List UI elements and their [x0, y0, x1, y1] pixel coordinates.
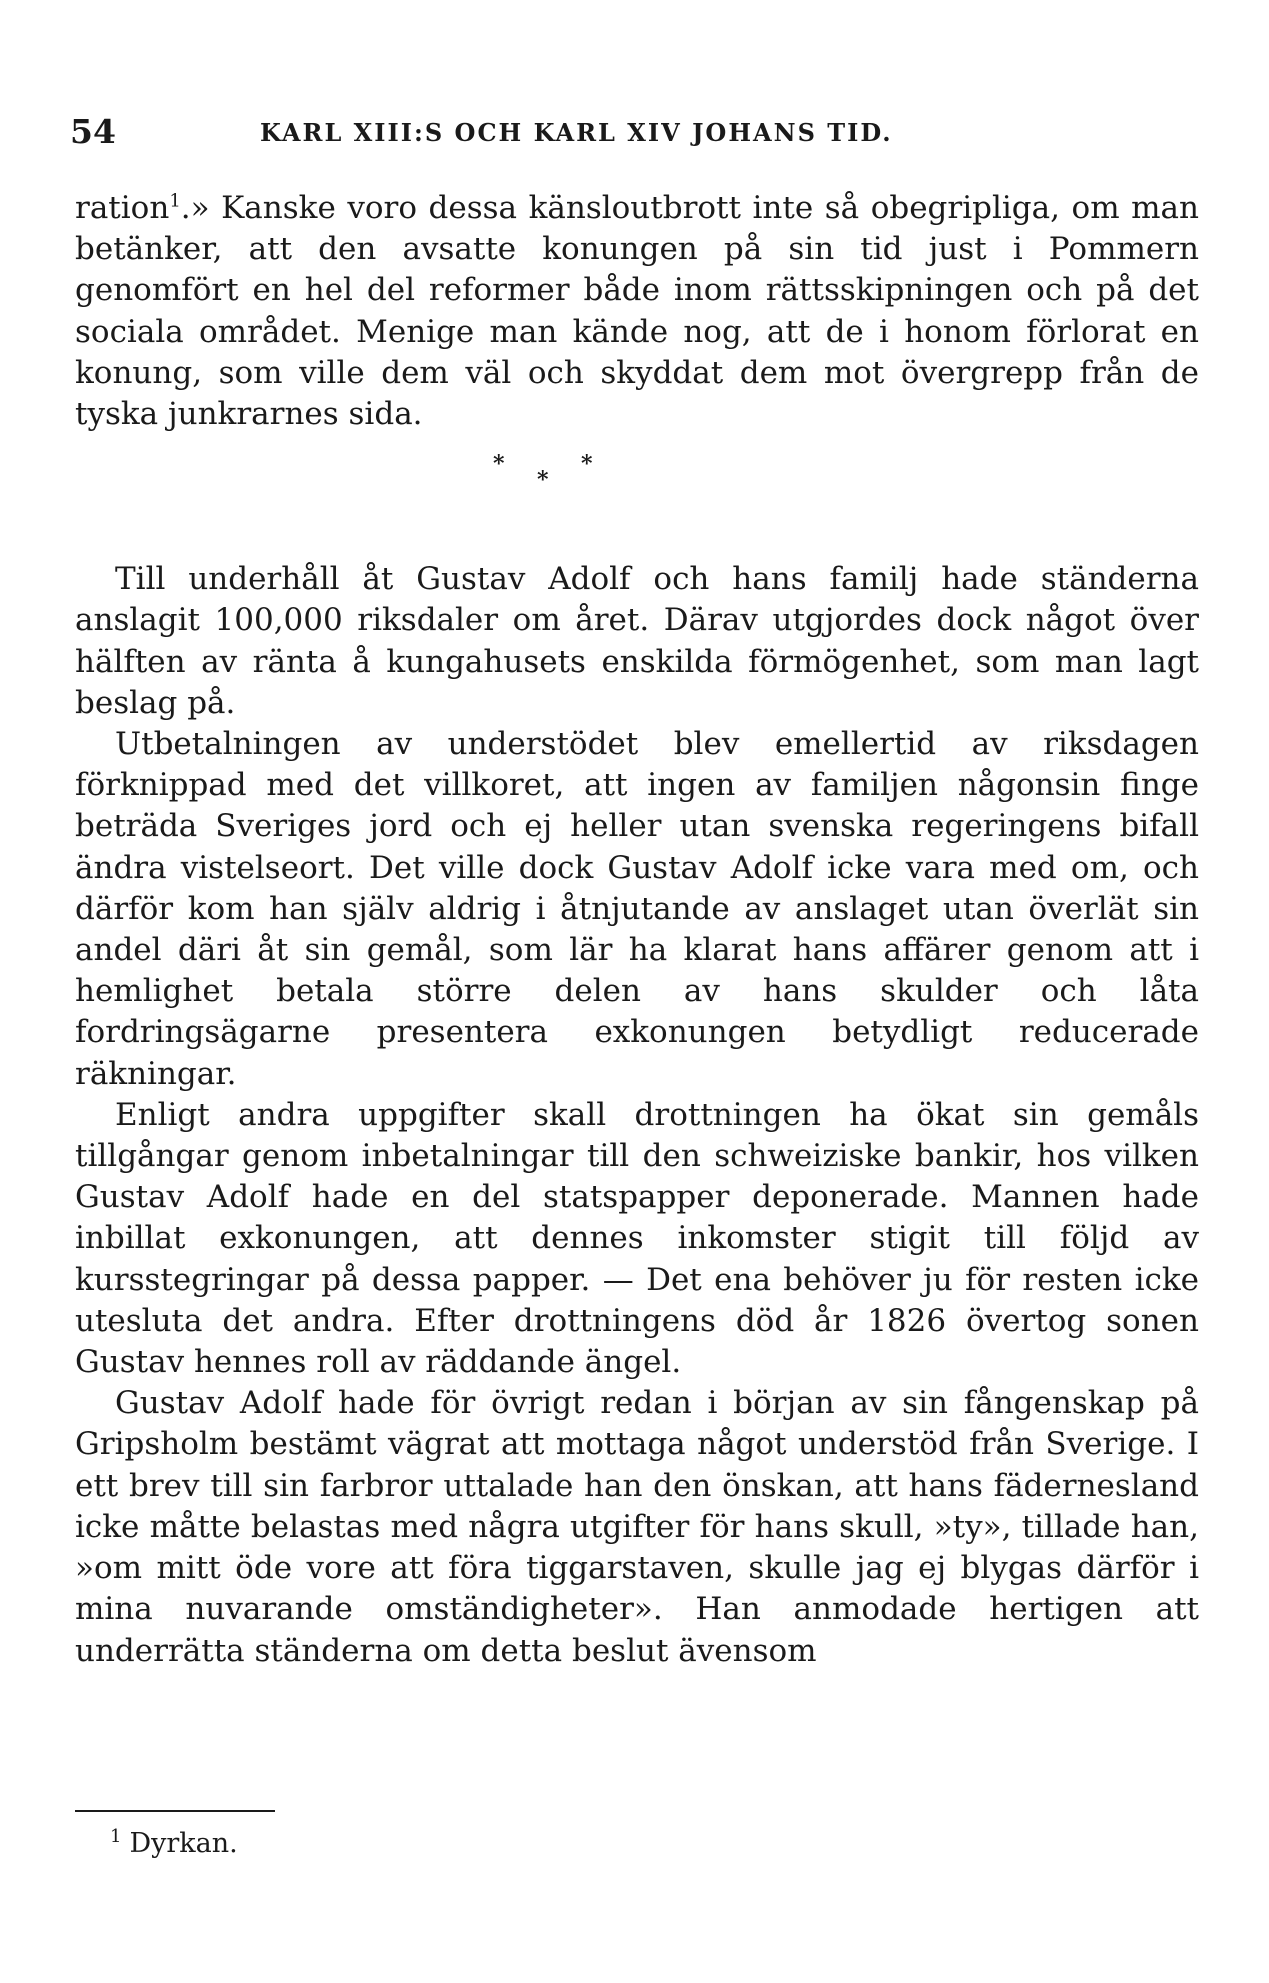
paragraph-3: Utbetalningen av understödet blev emellertid av riksdagen förknippad med det villkoret, att ingen av familjen någonsin finge beträda Sveriges jord och ej heller utan svenska regeringens bifall ändra vistelseort. Det ville dock Gustav Adolf icke vara med om, och därför kom han själv aldrig i åtnjutande av anslaget utan överlät sin andel däri åt sin gemål, som lär ha klarat hans affärer genom att i hemlighet betala större delen av hans skulder och låta fordringsägarne presentera exkonungen betydligt reducerade räkningar.: [75, 726, 1199, 1092]
footnote-reference: 1: [169, 190, 181, 212]
page-header: [70, 112, 1199, 152]
footnote-text: Dyrkan.: [129, 1828, 238, 1859]
paragraph-1-rest: .» Kanske voro dessa känsloutbrott inte så obegripliga, om man betänker, att den avsatte konungen på sin tid just i Pommern genomfört en hel del reformer både inom rättsskipningen och på det sociala området. Menige man kände nog, att de i honom förlorat en konung, som ville dem väl och skyddat dem mot övergrepp från de tyska junkrarnes sida.: [75, 190, 1199, 433]
separator-asterisk-3: *: [581, 451, 593, 478]
footnote: [110, 1826, 238, 1859]
body-text: [75, 188, 1199, 1672]
paragraph-1: [75, 188, 1199, 435]
paragraph-5: Gustav Adolf hade för övrigt redan i början av sin fångenskap på Gripsholm bestämt vägrat att mottaga något understöd från Sverige. I ett brev till sin farbror uttalade han den önskan, att hans fädernesland icke måtte belastas med några utgifter för hans skull, »ty», tillade han, »om mitt öde vore att föra tiggarstaven, skulle jag ej blygas därför i mina nuvarande omständigheter». Han anmodade hertigen att underrätta ständerna om detta beslut ävensom: [75, 1385, 1199, 1669]
footnote-mark: 1: [110, 1826, 122, 1847]
paragraph-4: Enligt andra uppgifter skall drottningen ha ökat sin gemåls tillgångar genom inbetalningar till den schweiziske bankir, hos vilken Gustav Adolf hade en del statspapper deponerade. Mannen hade inbillat exkonungen, att dennes inkomster stigit till följd av kursstegringar på dessa papper. — Det ena behöver ju för resten icke utesluta det andra. Efter drottningens död år 1826 övertog sonen Gustav hennes roll av räddande ängel.: [75, 1096, 1199, 1381]
running-head: KARL XIII:S OCH KARL XIV JOHANS TID.: [260, 118, 893, 147]
paragraph-2: Till underhåll åt Gustav Adolf och hans familj hade ständerna anslagit 100,000 riksdaler om året. Därav utgjordes dock något över hälften av ränta å kungahusets enskilda förmögenhet, som man lagt beslag på.: [75, 561, 1199, 721]
separator-asterisk-2: *: [537, 467, 549, 494]
paragraph-1-start: ration: [75, 190, 170, 226]
separator-asterisk-1: *: [493, 451, 505, 478]
page-number: 54: [70, 112, 116, 151]
section-separator: [75, 435, 1199, 559]
footnote-divider: [75, 1810, 275, 1812]
